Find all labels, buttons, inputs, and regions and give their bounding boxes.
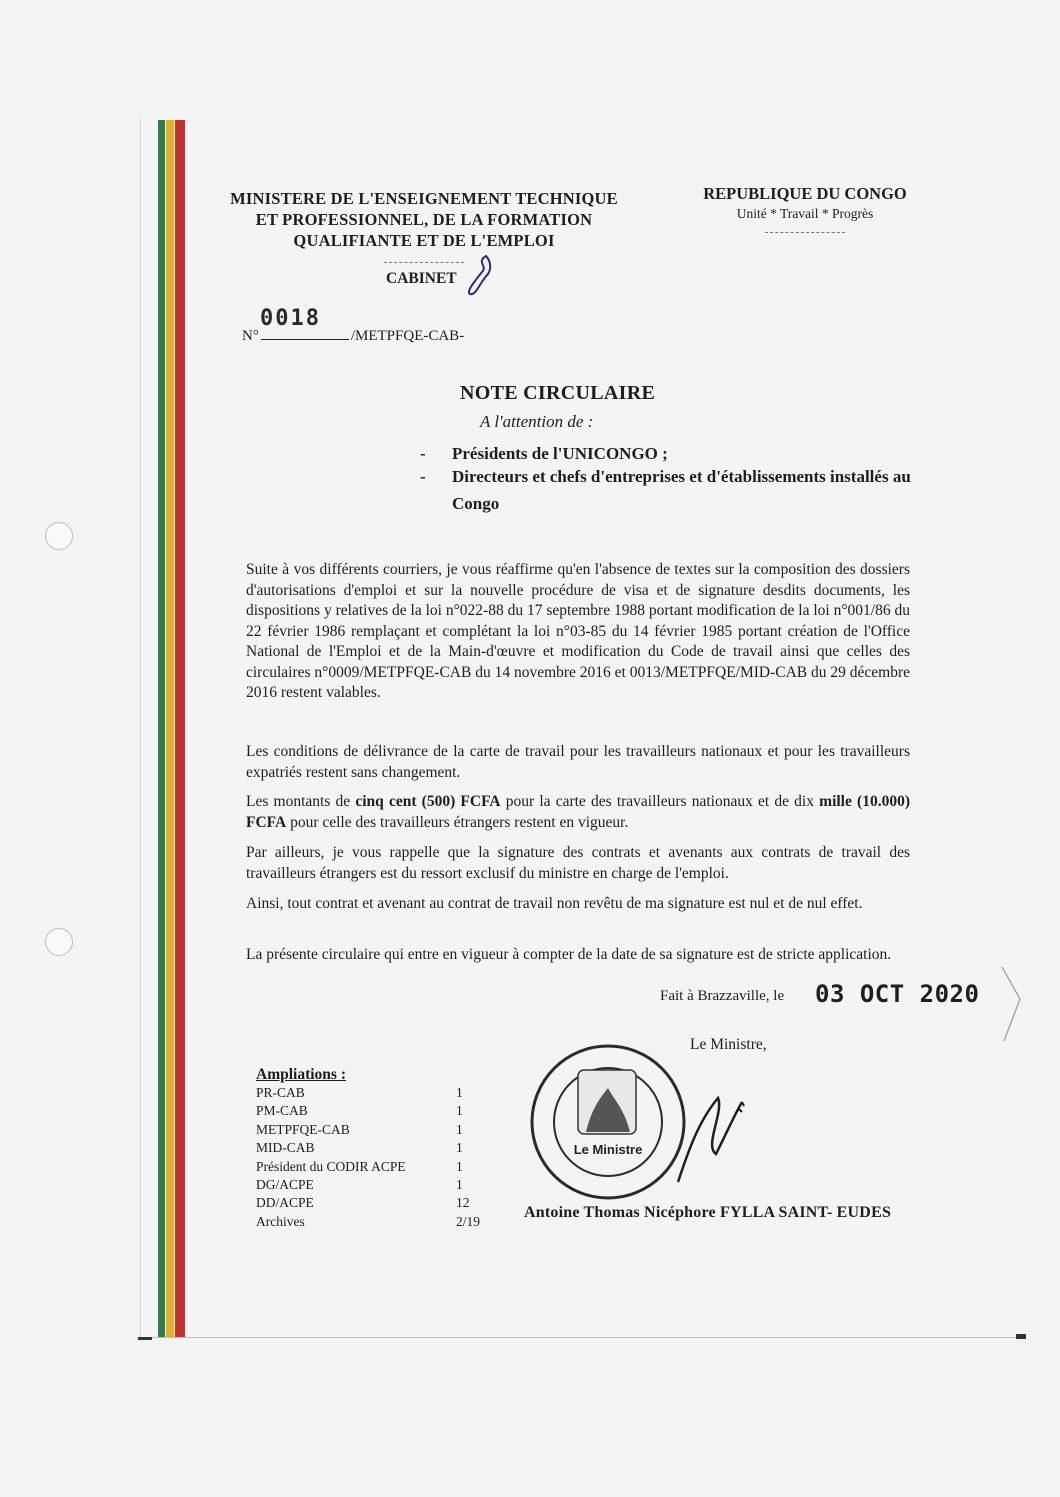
punch-hole-bottom	[45, 928, 73, 956]
ampliation-name: DG/ACPE	[256, 1177, 314, 1193]
ampliation-name: PR-CAB	[256, 1085, 305, 1100]
republic-motto: Unité * Travail * Progrès	[736, 206, 874, 221]
ampliations-list	[256, 1084, 496, 1231]
paragraph-3	[246, 792, 910, 833]
date-stamp: 03 OCT 2020	[815, 980, 980, 1008]
ampliation-name: Archives	[256, 1213, 305, 1229]
ampliation-row	[256, 1102, 496, 1120]
ampliation-row	[256, 1139, 496, 1157]
ministry-line-1: MINISTERE DE L'ENSEIGNEMENT TECHNIQUE	[230, 189, 618, 208]
paragraph-5: Ainsi, tout contrat et avenant au contrat de travail non revêtu de ma signature est nul et de nul effet.	[246, 895, 863, 912]
cabinet-initial-signature	[458, 252, 498, 298]
amount-foreign: mille (10.000) FCFA	[246, 793, 910, 831]
reference-prefix: N°	[242, 328, 259, 344]
republic-rule	[765, 232, 845, 233]
paragraph-2: Les conditions de délivrance de la carte de travail pour les travailleurs nationaux et pour les travailleurs expatriés restent sans changement.	[246, 743, 910, 781]
ampliation-count: 12	[456, 1195, 470, 1211]
ministry-line-2: ET PROFESSIONNEL, DE LA FORMATION	[255, 210, 593, 229]
ampliation-row	[256, 1158, 496, 1176]
place-line: Fait à Brazzaville, le	[660, 988, 785, 1004]
recipient-dash: -	[420, 444, 426, 463]
reference-suffix: /METPFQE-CAB-	[350, 328, 465, 344]
paragraph-3-part: pour la carte des travailleurs nationaux et de dix	[500, 793, 820, 810]
ampliations-title: Ampliations :	[256, 1066, 346, 1083]
reference-stamp: 0018	[260, 306, 321, 331]
ampliation-row	[256, 1213, 496, 1231]
ampliation-count: 1	[456, 1140, 463, 1156]
page-edge	[140, 118, 141, 1338]
ampliation-count: 1	[456, 1085, 463, 1100]
signatory-name: Antoine Thomas Nicéphore FYLLA SAINT- EUDES	[524, 1204, 892, 1221]
paragraph-6: La présente circulaire qui entre en vigueur à compter de la date de sa signature est de stricte application.	[246, 946, 892, 963]
ampliation-row	[256, 1084, 496, 1102]
recipient-dash: -	[420, 467, 426, 486]
ampliation-count: 1	[456, 1177, 463, 1193]
margin-bracket	[1000, 965, 1026, 1045]
cabinet-rule	[384, 262, 464, 263]
flag-stripe-green	[158, 120, 165, 1338]
scan-mark-right	[1016, 1334, 1026, 1339]
ampliation-name: Président du CODIR ACPE	[256, 1158, 406, 1174]
ampliation-name: MID-CAB	[256, 1140, 315, 1156]
paragraph-4: Par ailleurs, je vous rappelle que la signature des contrats et avenants aux contrats de travail des travailleurs étrangers est du ressort exclusif du ministre en charge de l'emploi.	[246, 844, 910, 882]
paragraph-3-part: Les montants de	[246, 793, 356, 810]
ampliation-name: PM-CAB	[256, 1103, 308, 1119]
ampliation-name: METPFQE-CAB	[256, 1121, 350, 1137]
ministry-seal	[528, 1042, 758, 1202]
ministry-line-3: QUALIFIANTE ET DE L'EMPLOI	[293, 231, 555, 250]
recipient-text: Directeurs et chefs d'entreprises et d'établissements installés au Congo	[452, 467, 911, 513]
scan-mark-left	[138, 1337, 152, 1340]
paragraph-3-part: pour celle des travailleurs étrangers restent en vigueur.	[286, 813, 629, 831]
ampliation-count: 1	[456, 1121, 463, 1137]
cabinet-label: CABINET	[386, 270, 457, 287]
bottom-rule	[140, 1337, 1025, 1338]
document-title: NOTE CIRCULAIRE	[460, 382, 656, 404]
punch-hole-top	[45, 522, 73, 550]
amount-national: cinq cent (500) FCFA	[355, 793, 501, 810]
republic-name: REPUBLIQUE DU CONGO	[703, 184, 907, 203]
reference-number	[242, 306, 465, 345]
recipient-text: Présidents de l'UNICONGO ;	[452, 444, 668, 463]
republic-header	[690, 184, 920, 233]
ampliation-count: 1	[456, 1158, 463, 1174]
ampliation-count: 1	[456, 1103, 463, 1119]
minister-role: Le Ministre,	[690, 1036, 767, 1053]
ampliation-name: DD/ACPE	[256, 1195, 314, 1211]
flag-stripe-red	[175, 120, 185, 1338]
seal-center-text: Le Ministre	[573, 1142, 643, 1157]
ampliation-row	[256, 1194, 496, 1212]
ampliation-row	[256, 1176, 496, 1194]
flag-stripe-yellow	[166, 120, 174, 1338]
reference-blank	[261, 339, 349, 340]
attention-line: A l'attention de :	[480, 412, 594, 431]
paragraph-1: Suite à vos différents courriers, je vous réaffirme qu'en l'absence de textes sur la composition des dossiers d'autorisations d'emploi et sur la nouvelle procédure de visa et de signature desdits documents, les dispositions y relatives de la loi n°022-88 du 17 septembre 1988 portant modification de la loi n°001/86 du 22 février 1986 remplaçant et complétant la loi n°03-85 du 14 février 1985 portant création de l'Office National de l'Emploi et de la Main-d'œuvre et modification du Code de travail ainsi que celles des circulaires n°0009/METPFQE-CAB du 14 novembre 2016 et 0013/METPFQE/MID-CAB du 29 décembre 2016 restent valables.	[246, 561, 911, 701]
ministry-header	[214, 188, 634, 251]
ampliation-row	[256, 1121, 496, 1139]
ampliation-count: 2/19	[456, 1213, 481, 1229]
